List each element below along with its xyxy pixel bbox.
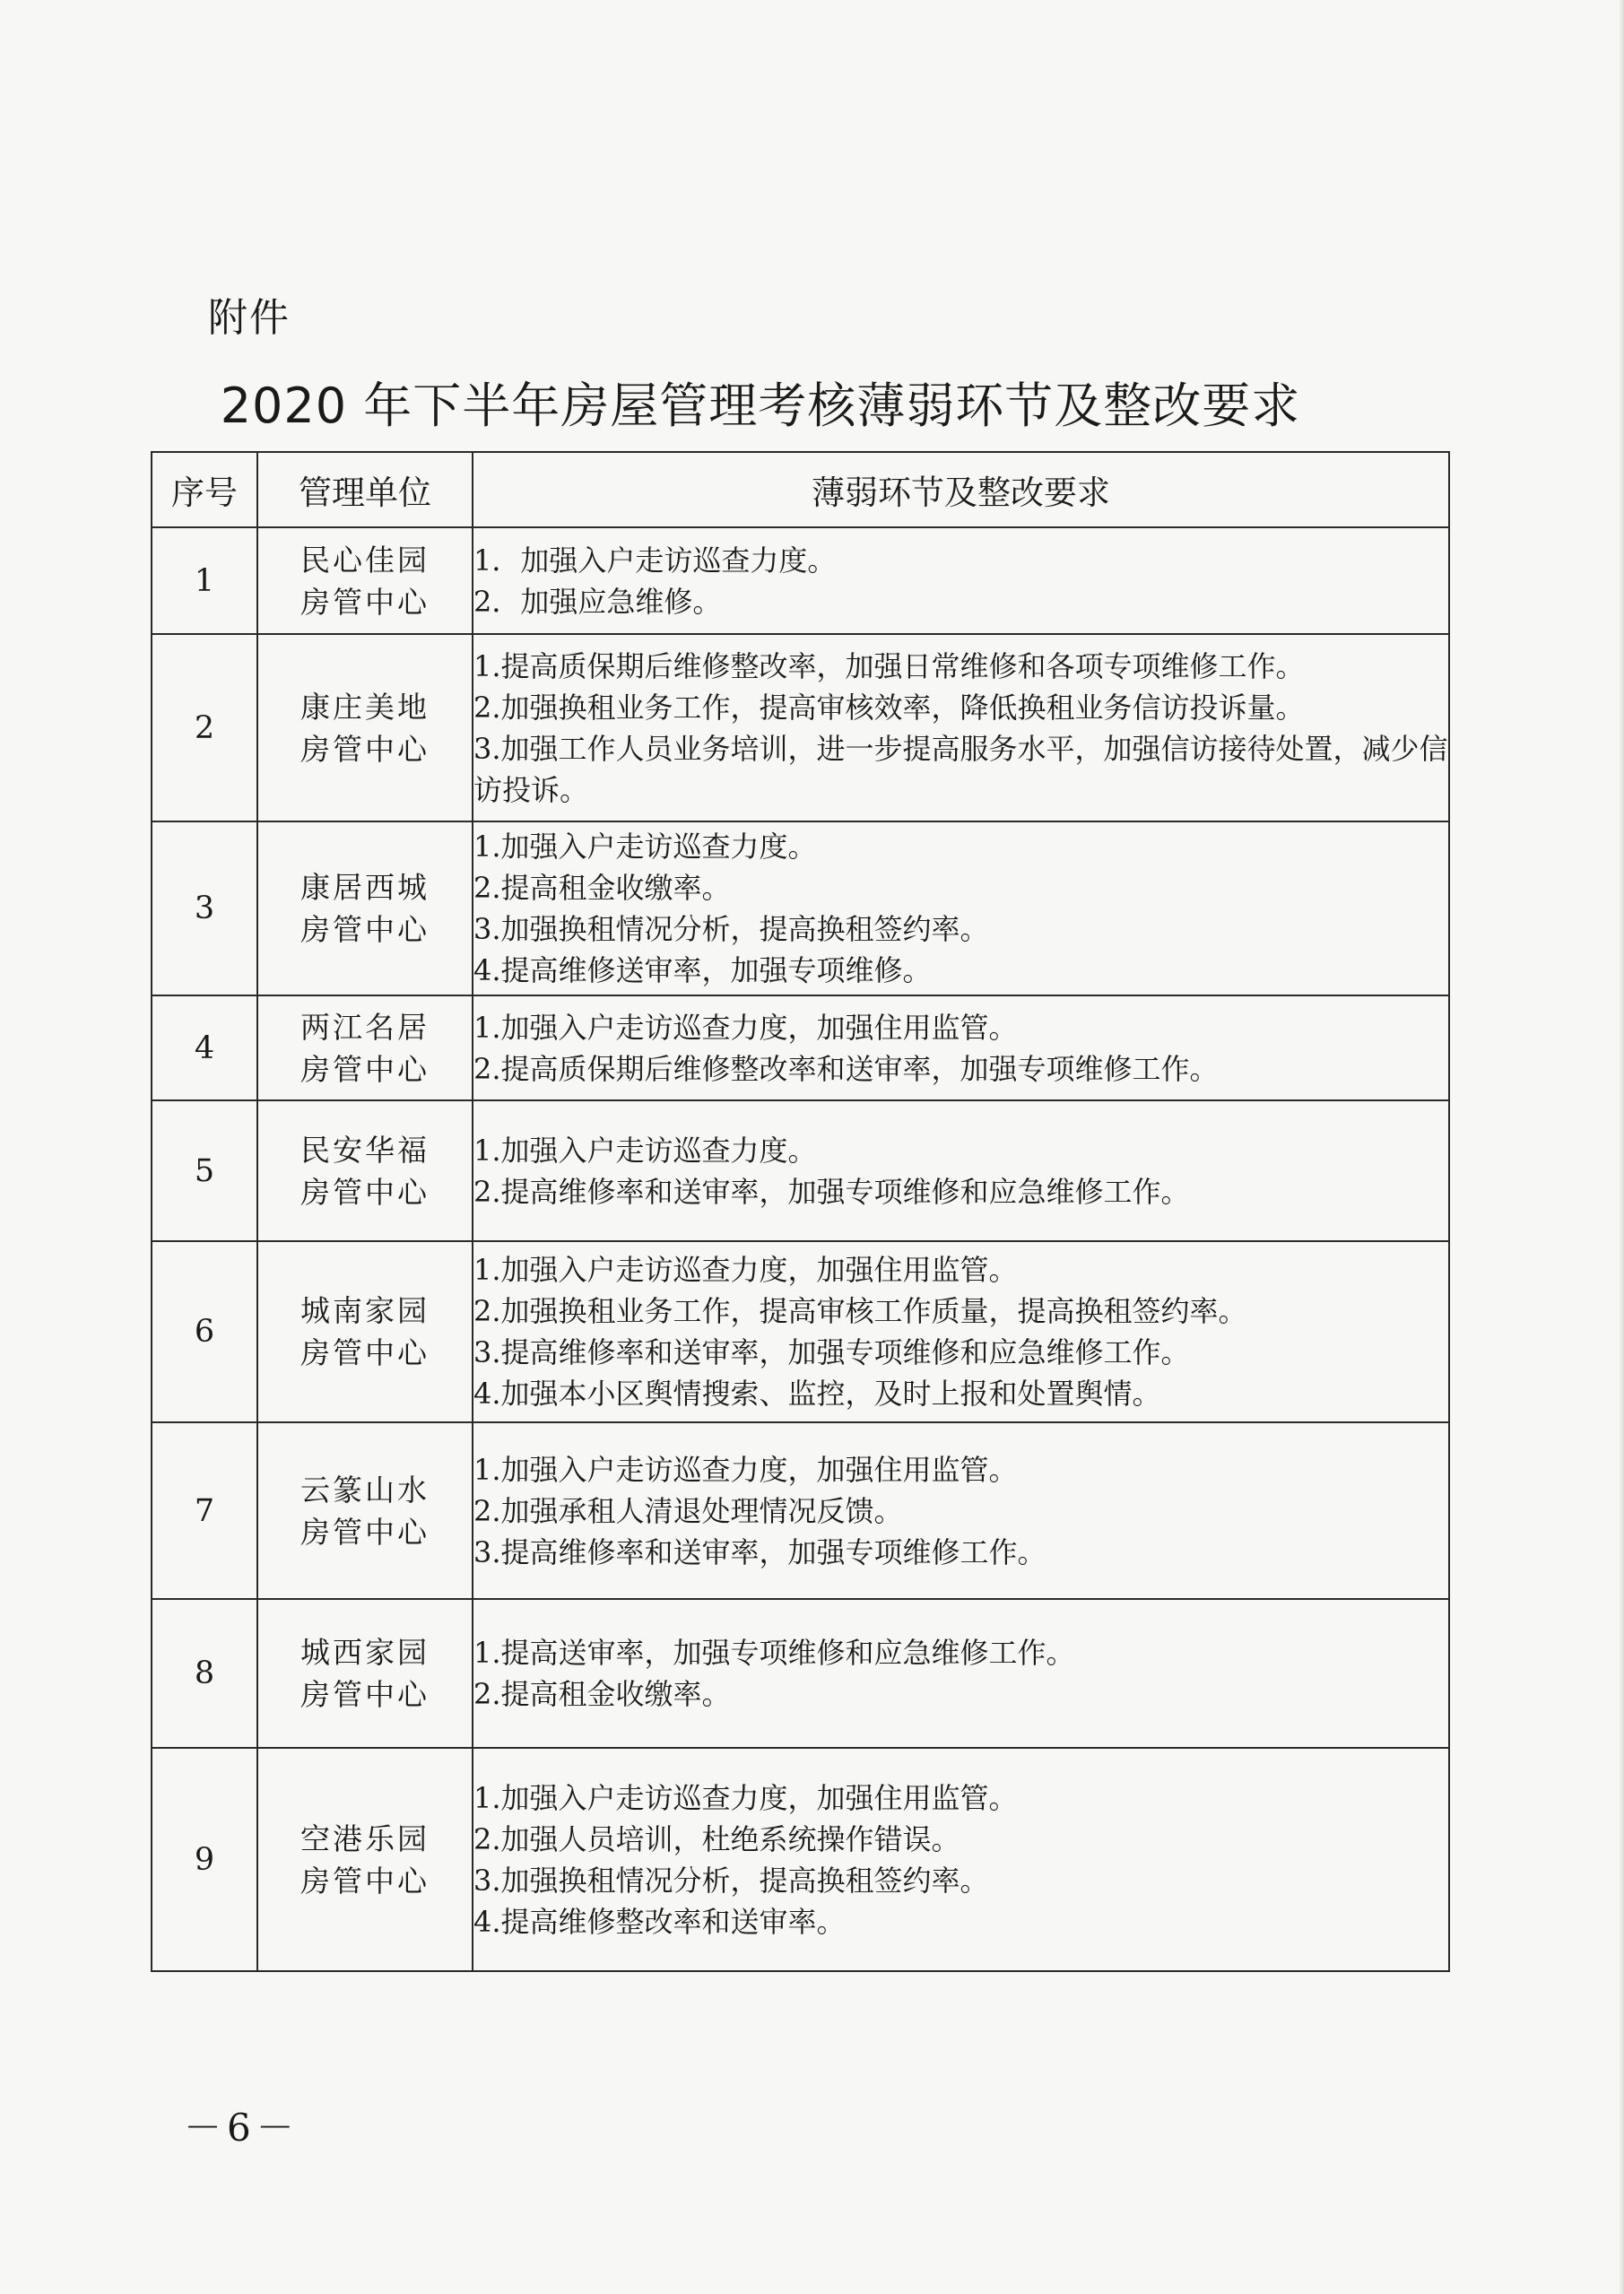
- requirements-cell: [473, 634, 1449, 821]
- unit-name-line: 房管中心: [300, 1174, 430, 1210]
- attachment-label: 附件: [208, 295, 291, 341]
- unit-name-line: 民安华福: [300, 1132, 430, 1168]
- management-unit: [257, 1100, 473, 1241]
- requirements-cell: [473, 821, 1449, 995]
- management-unit: [257, 1422, 473, 1599]
- requirement-item: 2.加强换租业务工作，提高审核工作质量，提高换租签约率。: [473, 1294, 1247, 1328]
- requirement-item: 1.加强入户走访巡查力度，加强住用监管。: [473, 1010, 1018, 1045]
- table-row: [152, 1748, 1449, 1971]
- table-row: [152, 821, 1449, 995]
- management-unit: [257, 527, 473, 634]
- table-header-row: [152, 452, 1449, 527]
- requirements-cell: [473, 1748, 1449, 1971]
- requirement-item: 1.提高送审率，加强专项维修和应急维修工作。: [473, 1636, 1075, 1670]
- table-row: [152, 995, 1449, 1100]
- column-header-unit: 管理单位: [257, 452, 473, 527]
- requirement-item: 4.提高维修送审率，加强专项维修。: [473, 953, 932, 987]
- unit-name-line: 房管中心: [300, 912, 430, 947]
- row-number: 1: [152, 527, 257, 634]
- requirements-cell: [473, 1599, 1449, 1748]
- requirement-item: 2.提高维修率和送审率，加强专项维修和应急维修工作。: [473, 1174, 1190, 1209]
- unit-name-line: 房管中心: [300, 1863, 430, 1899]
- management-unit: [257, 1599, 473, 1748]
- table-row: [152, 1100, 1449, 1241]
- requirement-item: 2.加强承租人清退处理情况反馈。: [473, 1493, 903, 1528]
- requirements-cell: [473, 1100, 1449, 1241]
- requirement-item: 1.加强入户走访巡查力度，加强住用监管。: [473, 1253, 1018, 1287]
- column-header-requirements: 薄弱环节及整改要求: [473, 452, 1449, 527]
- row-number: 8: [152, 1599, 257, 1748]
- requirement-item: 2.提高质保期后维修整改率和送审率，加强专项维修工作。: [473, 1051, 1219, 1086]
- unit-name-line: 城南家园: [300, 1293, 430, 1328]
- requirement-item: 2.提高租金收缴率。: [473, 1677, 731, 1711]
- unit-name-line: 城西家园: [300, 1635, 430, 1670]
- table-row: [152, 1599, 1449, 1748]
- unit-name-line: 民心佳园: [300, 542, 430, 578]
- requirement-item: 3.加强换租情况分析，提高换租签约率。: [473, 912, 989, 946]
- requirements-cell: [473, 1422, 1449, 1599]
- row-number: 7: [152, 1422, 257, 1599]
- requirement-item: 2.加强人员培训，杜绝系统操作错误。: [473, 1821, 960, 1856]
- requirement-item: 1.提高质保期后维修整改率，加强日常维修和各项专项维修工作。: [473, 648, 1305, 683]
- management-unit: [257, 634, 473, 821]
- requirements-cell: [473, 1241, 1449, 1422]
- unit-name-line: 房管中心: [300, 731, 430, 767]
- unit-name-line: 康庄美地: [300, 689, 430, 725]
- requirements-cell: [473, 995, 1449, 1100]
- table-row: [152, 527, 1449, 634]
- requirement-item: 1.加强入户走访巡查力度，加强住用监管。: [473, 1452, 1018, 1487]
- unit-name-line: 云篆山水: [300, 1472, 430, 1508]
- management-unit: [257, 1241, 473, 1422]
- column-header-number: 序号: [152, 452, 257, 527]
- unit-name-line: 房管中心: [300, 1514, 430, 1550]
- requirements-table: [151, 451, 1450, 1972]
- row-number: 9: [152, 1748, 257, 1971]
- requirement-item: 3.加强换租情况分析，提高换租签约率。: [473, 1863, 989, 1898]
- table-row: [152, 1422, 1449, 1599]
- management-unit: [257, 821, 473, 995]
- unit-name-line: 房管中心: [300, 1051, 430, 1087]
- row-number: 3: [152, 821, 257, 995]
- unit-name-line: 房管中心: [300, 584, 430, 620]
- requirement-item: 2.加强换租业务工作，提高审核效率，降低换租业务信访投诉量。: [473, 690, 1305, 725]
- unit-name-line: 空港乐园: [300, 1820, 430, 1856]
- row-number: 2: [152, 634, 257, 821]
- unit-name-line: 康居西城: [300, 870, 430, 905]
- row-number: 5: [152, 1100, 257, 1241]
- requirement-item: 3.提高维修率和送审率，加强专项维修和应急维修工作。: [473, 1335, 1190, 1369]
- requirement-item: 2.提高租金收缴率。: [473, 871, 731, 905]
- page-number: －6－: [184, 2106, 300, 2150]
- table-row: [152, 1241, 1449, 1422]
- requirements-cell: [473, 527, 1449, 634]
- requirement-item: 1.加强入户走访巡查力度。: [473, 1133, 817, 1168]
- requirement-item: 1.加强入户走访巡查力度，加强住用监管。: [473, 1780, 1018, 1815]
- management-unit: [257, 995, 473, 1100]
- unit-name-line: 房管中心: [300, 1677, 430, 1712]
- row-number: 6: [152, 1241, 257, 1422]
- requirement-item: 1．加强入户走访巡查力度。: [473, 543, 837, 578]
- unit-name-line: 房管中心: [300, 1335, 430, 1370]
- document-title: 2020 年下半年房屋管理考核薄弱环节及整改要求: [220, 378, 1301, 434]
- requirement-item: 2．加强应急维修。: [473, 584, 722, 619]
- requirement-item: 4.提高维修整改率和送审率。: [473, 1904, 846, 1939]
- scan-edge-shadow: [1619, 0, 1624, 2294]
- requirement-item: 1.加强入户走访巡查力度。: [473, 830, 817, 864]
- requirement-item: 3.提高维修率和送审率，加强专项维修工作。: [473, 1534, 1046, 1569]
- requirement-item: 4.加强本小区舆情搜索、监控，及时上报和处置舆情。: [473, 1377, 1161, 1411]
- unit-name-line: 两江名居: [300, 1009, 430, 1045]
- management-unit: [257, 1748, 473, 1971]
- row-number: 4: [152, 995, 257, 1100]
- requirement-item: 3.加强工作人员业务培训，进一步提高服务水平，加强信访接待处置，减少信访投诉。: [473, 731, 1448, 807]
- table-row: [152, 634, 1449, 821]
